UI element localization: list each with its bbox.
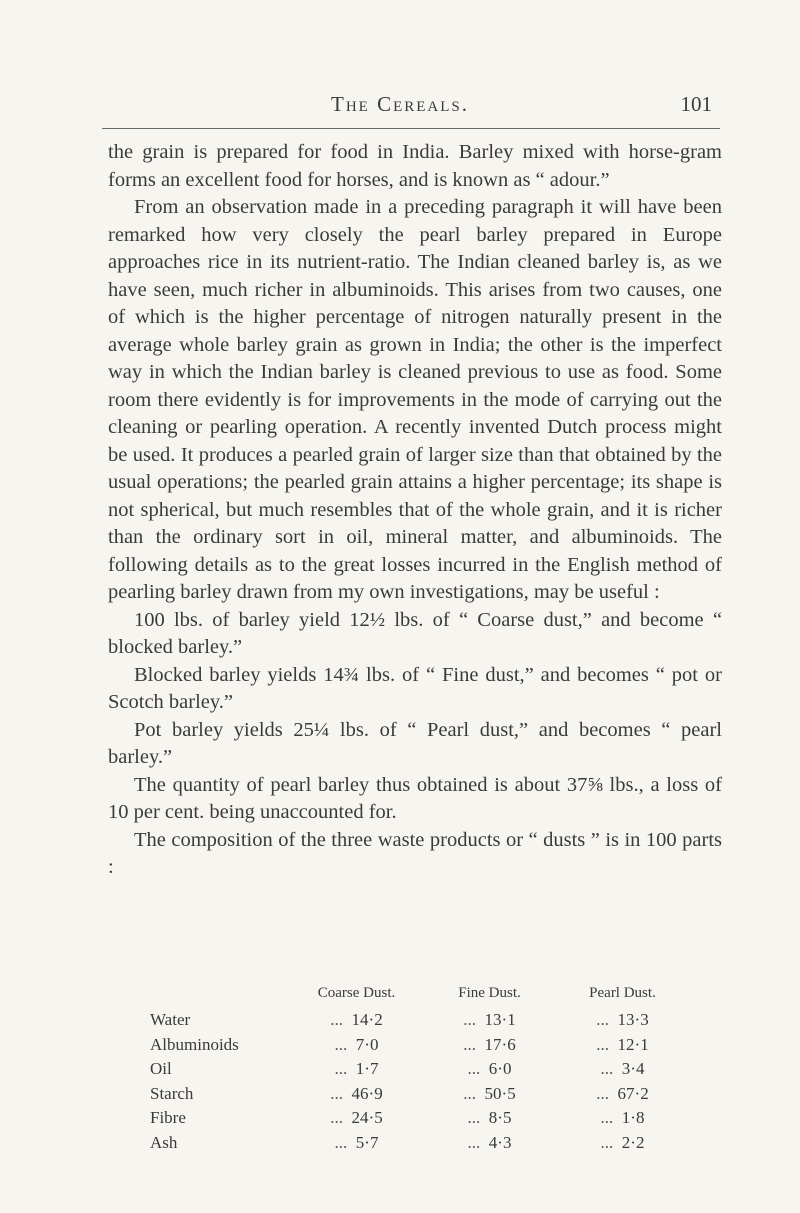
dot-leader: ... (600, 1108, 614, 1128)
cell-value: 14·2 (351, 1010, 383, 1030)
table-row (150, 1082, 689, 1107)
paragraph: Blocked barley yields 14¾ lbs. of “ Fine dust,” and becomes “ pot or Scotch barley.” (108, 663, 722, 713)
table-cell (556, 1033, 689, 1058)
table-header-blank (150, 985, 290, 1008)
paragraph: The composition of the three waste products or “ dusts ” is in 100 parts : (108, 828, 722, 878)
dot-leader: ... (330, 1108, 344, 1128)
table-cell (290, 1033, 423, 1058)
paragraph: 100 lbs. of barley yield 12½ lbs. of “ Coarse dust,” and become “ blocked barley.” (108, 608, 722, 658)
dot-leader: ... (463, 1083, 477, 1103)
table-cell (423, 1082, 556, 1107)
cell-value: 50·5 (484, 1083, 516, 1103)
dot-leader: ... (463, 1010, 477, 1030)
dot-leader: ... (334, 1034, 348, 1054)
row-label: Oil (150, 1059, 172, 1079)
dot-leader: ... (467, 1132, 481, 1152)
dot-leader: ... (334, 1132, 348, 1152)
row-label: Ash (150, 1132, 178, 1152)
page-header (0, 92, 800, 122)
column-header: Pearl Dust. (589, 985, 656, 1001)
table-row (150, 1057, 689, 1082)
cell-value: 13·1 (484, 1010, 516, 1030)
table-cell (290, 1082, 423, 1107)
cell-value: 4·3 (488, 1132, 512, 1152)
dot-leader: ... (600, 1132, 614, 1152)
table-cell (556, 1082, 689, 1107)
table-row (150, 1033, 689, 1058)
page-number: 101 (680, 92, 712, 116)
table-cell (423, 1057, 556, 1082)
table-cell (556, 1106, 689, 1131)
cell-value: 17·6 (484, 1034, 516, 1054)
cell-value: 8·5 (488, 1108, 512, 1128)
cell-value: 13·3 (617, 1010, 649, 1030)
paragraph: Pot barley yields 25¼ lbs. of “ Pearl dust,” and becomes “ pearl barley.” (108, 718, 722, 768)
table-cell (290, 1106, 423, 1131)
dot-leader: ... (467, 1108, 481, 1128)
table-row (150, 1131, 689, 1156)
row-label: Albuminoids (150, 1034, 239, 1054)
column-header: Fine Dust. (458, 985, 521, 1001)
paragraph: the grain is prepared for food in India. Barley mixed with horse-gram forms an excellent food for horses, and is known as “ adour.” (108, 141, 722, 191)
table-cell (290, 1008, 423, 1033)
dot-leader: ... (596, 1010, 610, 1030)
dot-leader: ... (467, 1059, 481, 1079)
table-row (150, 1106, 689, 1131)
table-cell (423, 1033, 556, 1058)
composition-table (150, 985, 730, 1155)
table-cell (556, 1057, 689, 1082)
cell-value: 46·9 (351, 1083, 383, 1103)
cell-value: 1·8 (621, 1108, 645, 1128)
cell-value: 12·1 (617, 1034, 649, 1054)
cell-value: 3·4 (621, 1059, 645, 1079)
dot-leader: ... (600, 1059, 614, 1079)
cell-value: 7·0 (355, 1034, 379, 1054)
row-label: Fibre (150, 1108, 186, 1128)
table-cell (556, 1008, 689, 1033)
dot-leader: ... (330, 1010, 344, 1030)
table-cell (423, 1131, 556, 1156)
running-head: The Cereals. (331, 92, 469, 116)
cell-value: 6·0 (488, 1059, 512, 1079)
row-label: Starch (150, 1083, 194, 1103)
table-row (150, 1008, 689, 1033)
dot-leader: ... (596, 1083, 610, 1103)
dot-leader: ... (463, 1034, 477, 1054)
dot-leader: ... (334, 1059, 348, 1079)
table-cell (290, 1131, 423, 1156)
cell-value: 1·7 (355, 1059, 379, 1079)
paragraph: The quantity of pearl barley thus obtained is about 37⅝ lbs., a loss of 10 per cent. being unaccounted for. (108, 773, 722, 823)
table-cell (423, 1106, 556, 1131)
dot-leader: ... (330, 1083, 344, 1103)
table-cell (423, 1008, 556, 1033)
column-header: Coarse Dust. (317, 985, 396, 1001)
cell-value: 2·2 (621, 1132, 645, 1152)
body-text (108, 139, 722, 882)
table-cell (290, 1057, 423, 1082)
cell-value: 24·5 (351, 1108, 383, 1128)
cell-value: 5·7 (355, 1132, 379, 1152)
paragraph: From an observation made in a preceding paragraph it will have been remarked how very closely the pearl barley prepared in Europe approaches rice in its nutrient-ratio. The Indian cleaned barley is, as we have seen, much richer in albuminoids. This arises from two causes, one of which is the higher percentage of nitrogen naturally present in the average whole barley grain as grown in India; the other is the imperfect way in which the Indian barley is cleaned previous to use as food. Some room there evidently is for improvements in the mode of carrying out the cleaning or pearling operation. A recently invented Dutch process might be used. It produces a pearled grain of larger size than that obtained by the usual operations; the pearled grain attains a higher percentage; its shape is not spherical, but much resembles that of the whole grain, and it is richer than the ordinary sort in oil, mineral matter, and albuminoids. The following details as to the great losses incurred in the English method of pearling barley drawn from my own investigations, may be useful : (108, 196, 722, 603)
cell-value: 67·2 (617, 1083, 649, 1103)
header-rule (102, 128, 720, 129)
table-cell (556, 1131, 689, 1156)
dot-leader: ... (596, 1034, 610, 1054)
row-label: Water (150, 1010, 191, 1030)
